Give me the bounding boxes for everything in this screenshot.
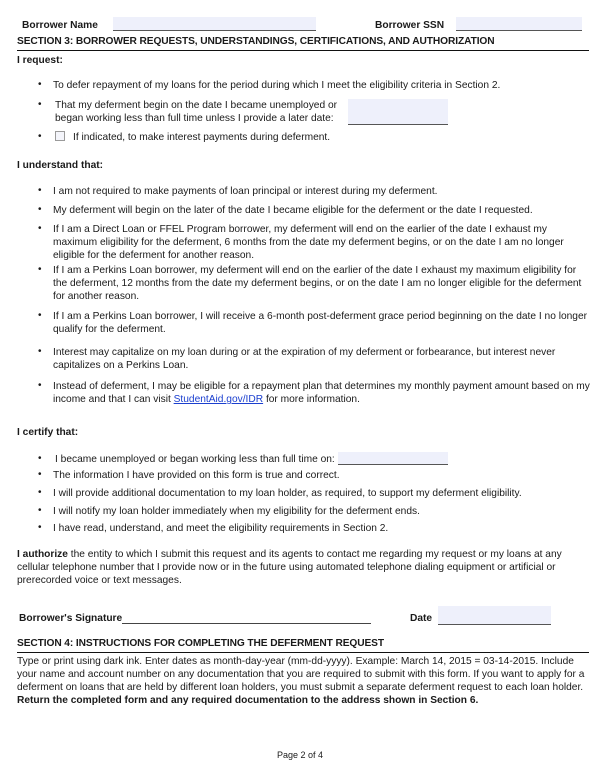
studentaid-idr-link[interactable]: StudentAid.gov/IDR xyxy=(173,394,264,406)
borrower-name-label: Borrower Name xyxy=(22,20,98,31)
bullet-icon: • xyxy=(38,487,42,498)
bullet-icon: • xyxy=(38,99,42,110)
request-heading: I request: xyxy=(17,55,63,66)
bullet-icon: • xyxy=(38,185,42,196)
borrower-ssn-label: Borrower SSN xyxy=(375,20,445,31)
bullet-icon: • xyxy=(38,79,42,90)
bullet-icon: • xyxy=(38,522,42,533)
bullet-icon: • xyxy=(38,310,42,321)
unemployed-date-field[interactable] xyxy=(338,452,448,465)
understand-heading: I understand that: xyxy=(17,160,104,171)
section4-title: SECTION 4: INSTRUCTIONS FOR COMPLETING THE DEFERMENT REQUEST xyxy=(17,637,589,653)
section4-instructions: Type or print using dark ink. Enter dates as month-day-year (mm-dd-yyyy). Example: March 14, 2015 = 03-14-2015. Include your name and account number on any documentation that you are required to submit with this form. If you want to apply for a deferment on loans that are held by different loan holders, you must submit a separate deferment request to each loan holder. Return the completed form and any required documentation to the address shown in Section 6. xyxy=(17,656,585,707)
certify-heading: I certify that: xyxy=(17,427,79,438)
bullet-icon: • xyxy=(38,131,42,142)
bullet-icon: • xyxy=(38,380,42,391)
bullet-icon: • xyxy=(38,204,42,215)
bullet-icon: • xyxy=(38,453,42,464)
borrower-ssn-field[interactable] xyxy=(456,17,582,31)
authorization-paragraph: I authorize the entity to which I submit this request and its agents to contact me regarding my request or my loans at any cellular telephone number that I provide now or in the future using automated telephone dialing equipment or artificial or prerecorded voice or text messages. xyxy=(17,549,562,587)
date-label: Date xyxy=(410,613,433,624)
signature-label: Borrower's Signature xyxy=(19,613,123,624)
bullet-icon: • xyxy=(38,346,42,357)
later-date-field[interactable] xyxy=(348,99,448,125)
bullet-icon: • xyxy=(38,505,42,516)
signature-date-field[interactable] xyxy=(438,606,551,625)
section3-title: SECTION 3: BORROWER REQUESTS, UNDERSTANDINGS, CERTIFICATIONS, AND AUTHORIZATION xyxy=(17,35,589,51)
bullet-icon: • xyxy=(38,223,42,234)
page-number: Page 2 of 4 xyxy=(276,750,324,760)
bullet-icon: • xyxy=(38,469,42,480)
borrower-name-field[interactable] xyxy=(113,17,316,31)
bullet-icon: • xyxy=(38,264,42,275)
interest-payments-checkbox[interactable] xyxy=(55,131,65,141)
signature-line[interactable] xyxy=(122,612,371,624)
